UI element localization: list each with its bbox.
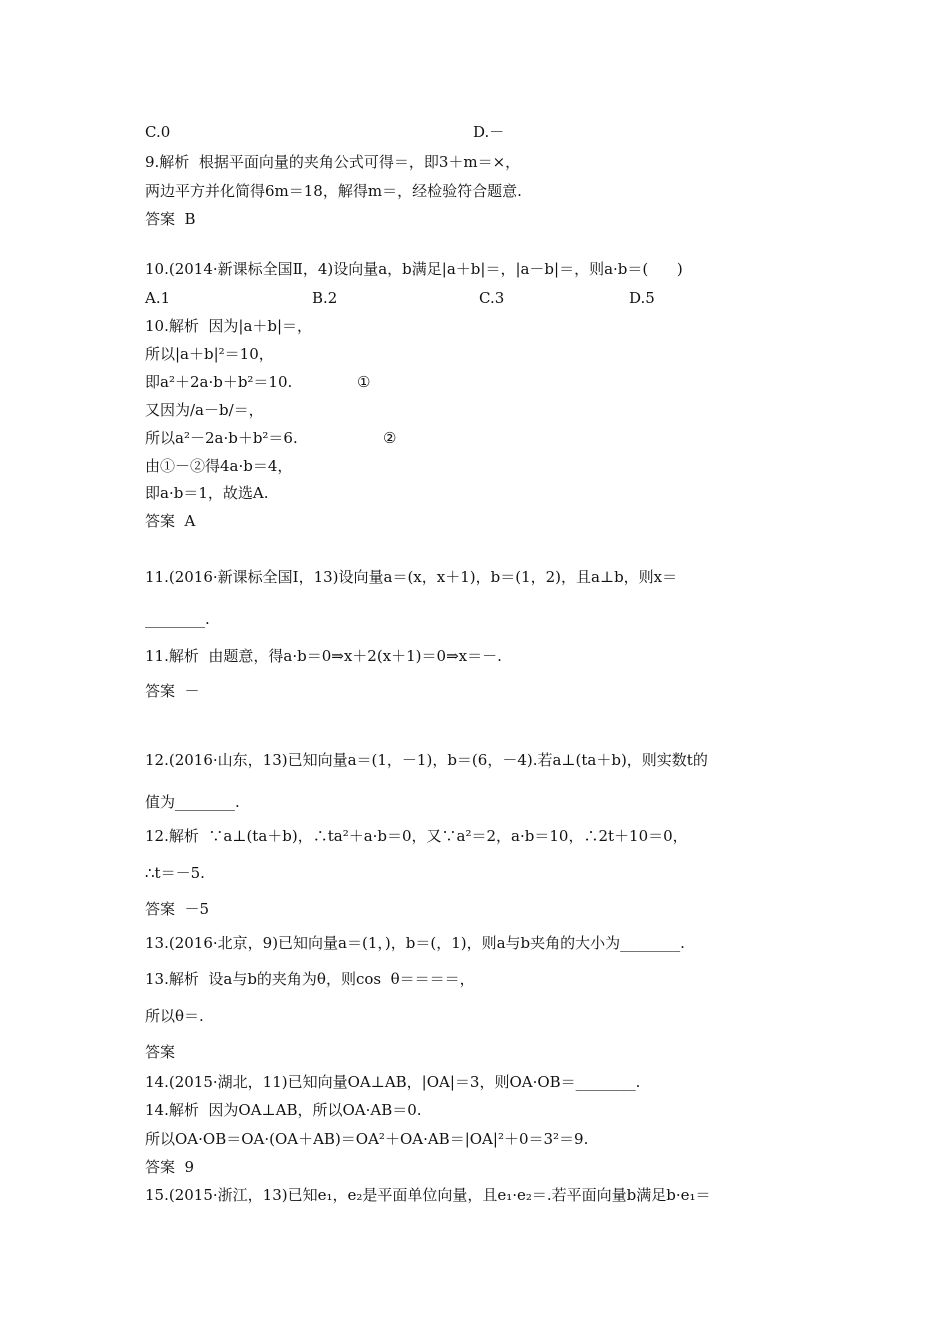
- q10-solution-line-4: 又因为/a－b/＝，: [145, 401, 264, 419]
- q10-option-b: B.2: [312, 289, 338, 307]
- q10-equation-mark-2: ②: [383, 429, 397, 447]
- q14-question: 14.(2015·湖北，11)已知向量OA⊥AB，|OA|＝3，则OA·OB＝________.: [145, 1073, 641, 1091]
- q13-answer: 答案: [145, 1043, 176, 1061]
- q10-equation-mark-1: ①: [357, 373, 371, 391]
- q15-question: 15.(2015·浙江，13)已知e₁，e₂是平面单位向量，且e₁·e₂＝.若平面向量b满足b·e₁＝: [145, 1186, 711, 1204]
- q12-solution-line-2: ∴t＝－5.: [145, 864, 205, 882]
- q10-option-a: A.1: [145, 289, 171, 307]
- q10-option-c: C.3: [479, 289, 505, 307]
- q13-solution-line-2: 所以θ＝.: [145, 1007, 204, 1025]
- q10-solution-line-5: 所以a²－2a·b＋b²＝6.: [145, 429, 298, 447]
- q14-answer: 答案 9: [145, 1158, 195, 1176]
- q11-answer: 答案 －: [145, 682, 200, 700]
- q14-solution-line-2: 所以OA·OB＝OA·(OA＋AB)＝OA²＋OA·AB＝|OA|²＋0＝3²＝9.: [145, 1130, 589, 1148]
- q9-answer: 答案 B: [145, 210, 196, 228]
- q9-solution-line-2: 两边平方并化简得6m＝18，解得m＝，经检验符合题意.: [145, 182, 522, 200]
- q10-solution-line-7: 即a·b＝1，故选A.: [145, 484, 269, 502]
- q14-solution-line-1: 14.解析 因为OA⊥AB，所以OA·AB＝0.: [145, 1101, 422, 1119]
- q12-question: 12.(2016·山东，13)已知向量a＝(1，－1)，b＝(6，－4).若a⊥(ta＋b)，则实数t的: [145, 751, 708, 769]
- q10-option-d: D.5: [629, 289, 655, 307]
- q10-solution-line-6: 由①－②得4a·b＝4，: [145, 457, 293, 475]
- q13-question: 13.(2016·北京，9)已知向量a＝(1，)，b＝(，1)，则a与b夹角的大小为________.: [145, 934, 685, 952]
- q12-solution-line-1: 12.解析 ∵a⊥(ta＋b)，∴ta²＋a·b＝0，又∵a²＝2，a·b＝10，∴2t＋10＝0，: [145, 827, 688, 845]
- q8-option-c: C.0: [145, 123, 171, 141]
- q8-option-d: D.－: [473, 123, 505, 141]
- q11-solution: 11.解析 由题意，得a·b＝0⇒x＋2(x＋1)＝0⇒x＝－.: [145, 647, 502, 665]
- q12-answer: 答案 －5: [145, 900, 210, 918]
- q10-answer: 答案 A: [145, 512, 196, 530]
- q10-solution-line-1: 10.解析 因为|a＋b|＝，: [145, 317, 313, 335]
- q10-solution-line-2: 所以|a＋b|²＝10，: [145, 345, 274, 363]
- q10-solution-line-3: 即a²＋2a·b＋b²＝10.: [145, 373, 293, 391]
- q10-question: 10.(2014·新课标全国Ⅱ，4)设向量a，b满足|a＋b|＝，|a－b|＝，则a·b＝( ): [145, 260, 683, 278]
- q11-question: 11.(2016·新课标全国Ⅰ，13)设向量a＝(x，x＋1)，b＝(1，2)，且a⊥b，则x＝: [145, 568, 678, 586]
- q9-solution-line-1: 9.解析 根据平面向量的夹角公式可得＝，即3＋m＝×，: [145, 153, 521, 171]
- q11-blank: ________.: [145, 610, 210, 628]
- q12-question-line-2: 值为________.: [145, 793, 240, 811]
- q13-solution-line-1: 13.解析 设a与b的夹角为θ，则cos θ＝＝＝＝，: [145, 970, 475, 988]
